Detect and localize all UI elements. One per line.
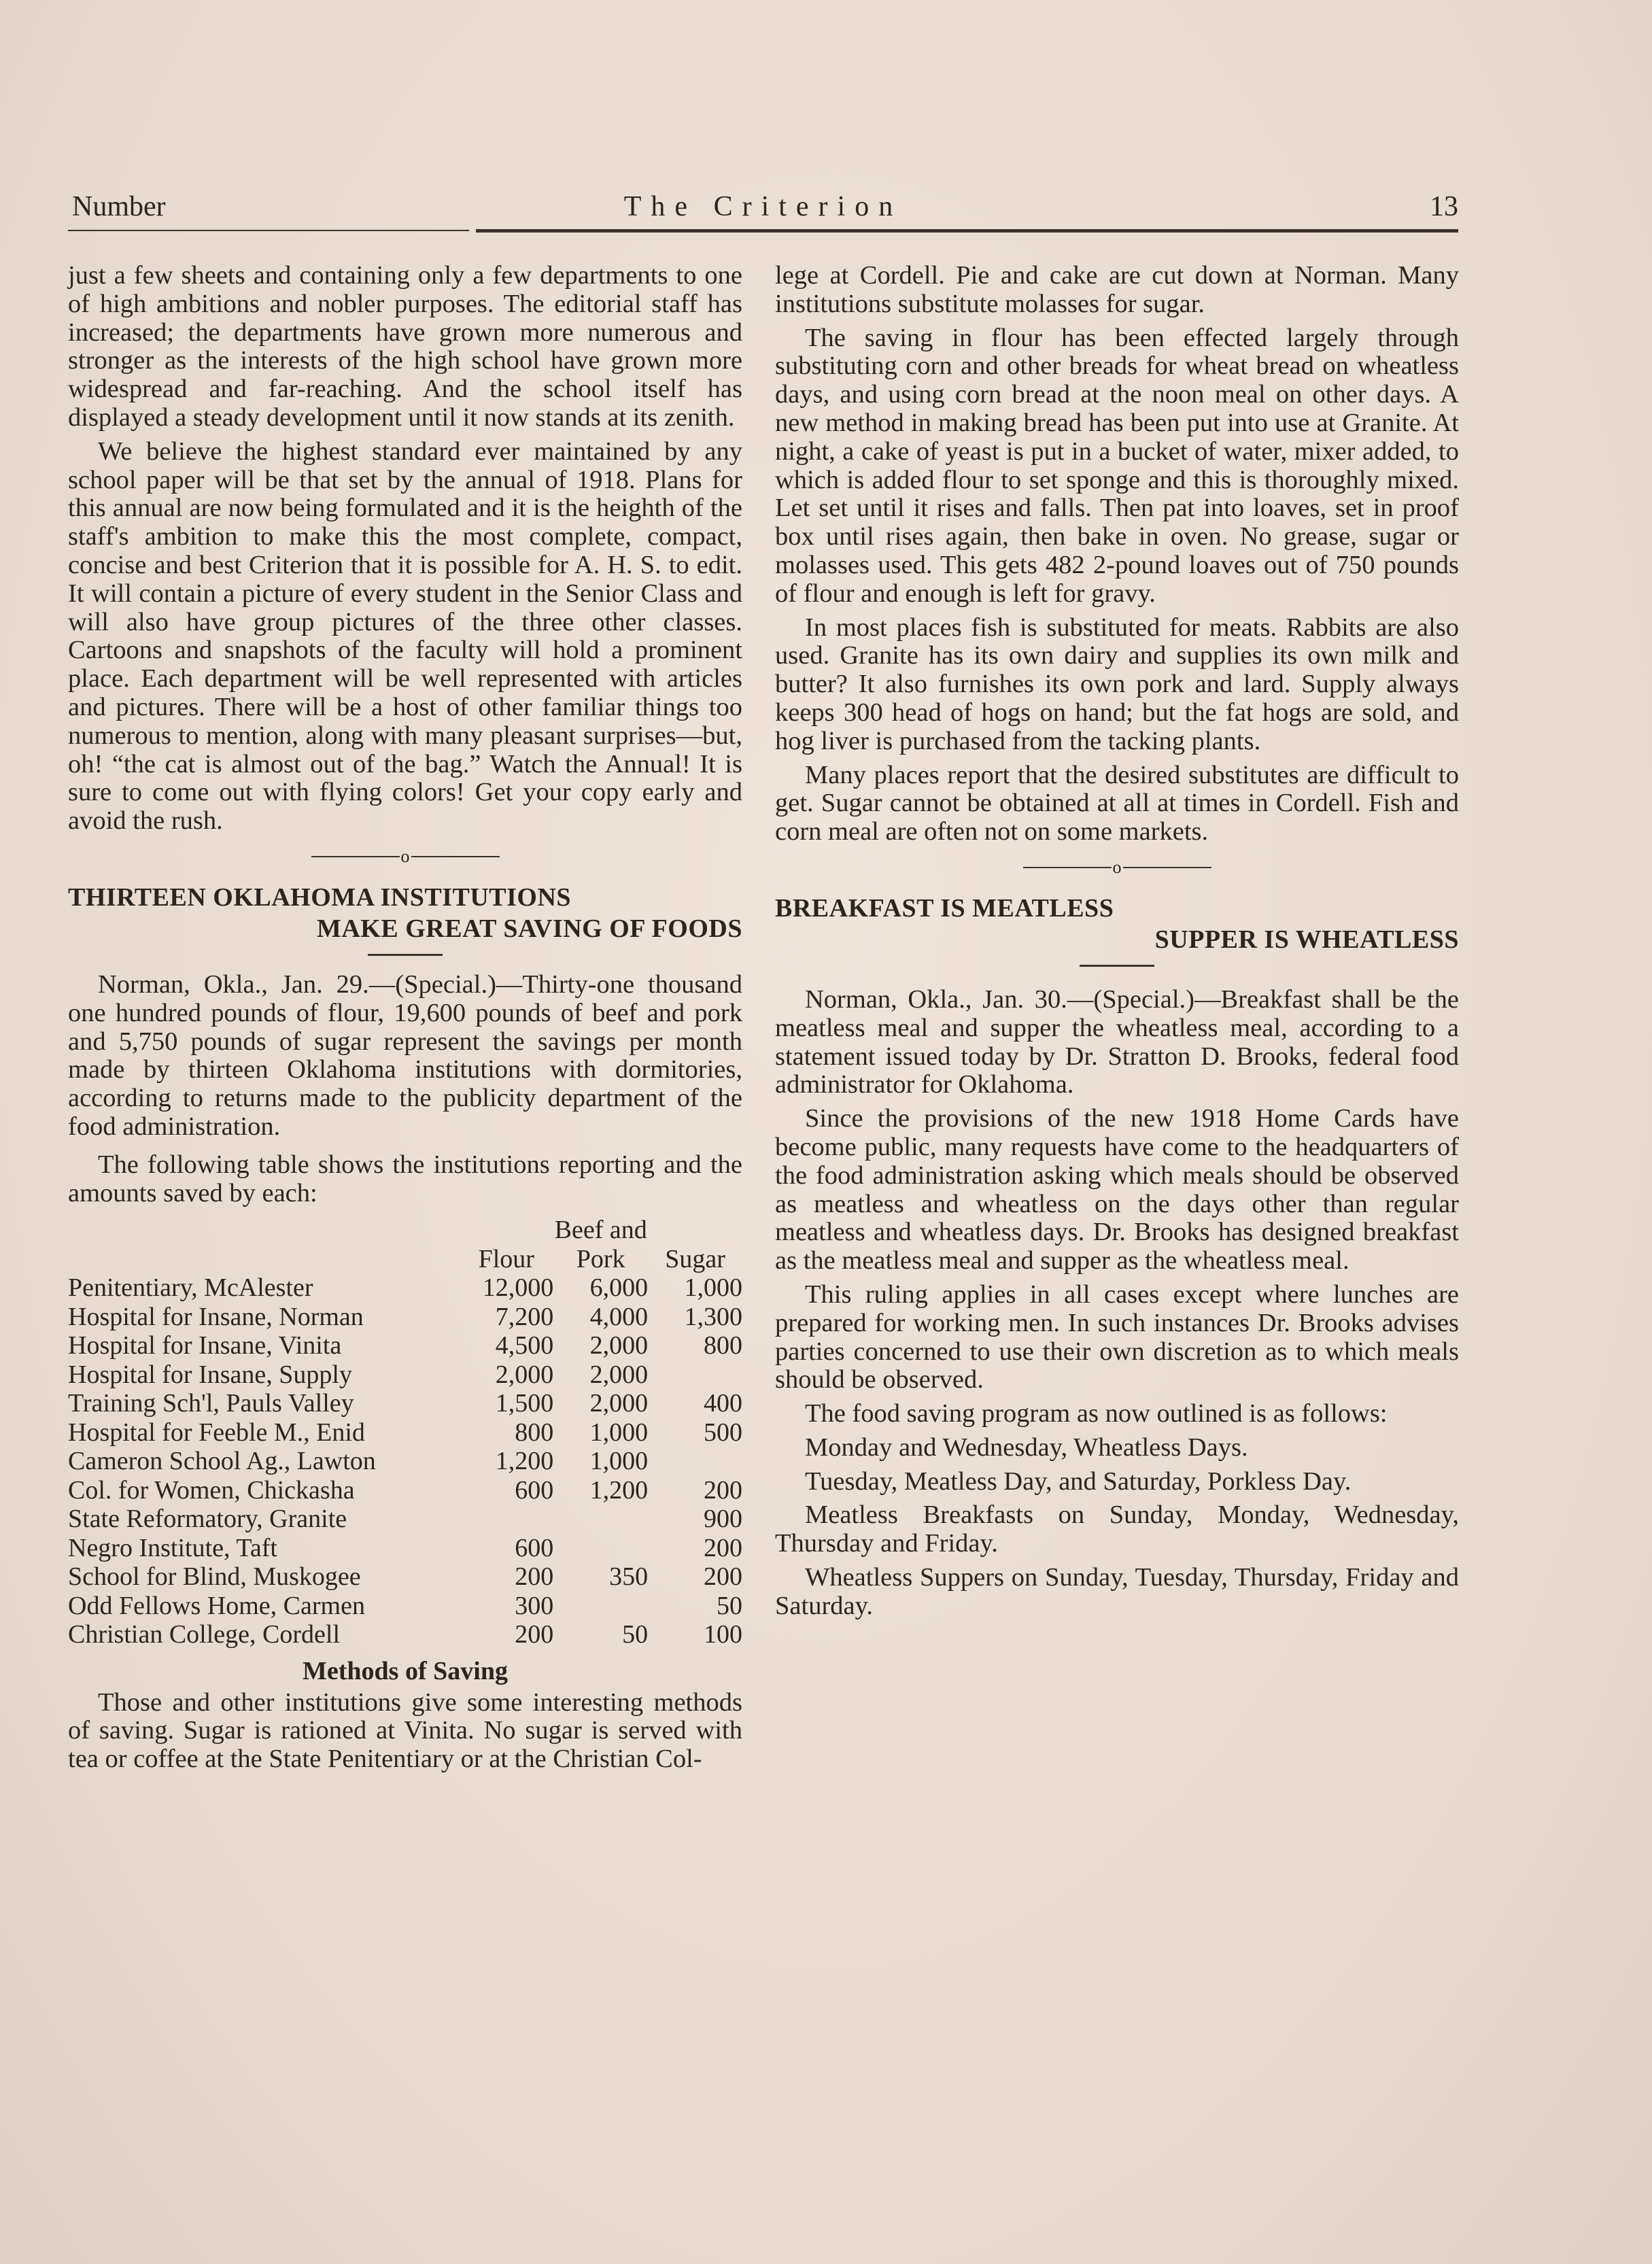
table-row <box>68 1620 742 1649</box>
separator-ornament: o <box>1112 857 1122 877</box>
paragraph: The saving in flour has been effected largely through substituting corn and other breads for wheat bread on wheatless days, and using corn bread at the noon meal on other days. A new method in making bread has been put into use at Granite. At night, a cake of yeast is put in a bucket of water, mixer added, to which is added flour to set sponge and this is thoroughly mixed. Let set until it rises and falls. Then pat into loaves, set in proof box until rises again, then bake in oven. No grease, sugar or molasses used. This gets 482 2-pound loaves out of 750 pounds of flour and enough is left for gravy. <box>775 323 1459 608</box>
paragraph: We believe the highest standard ever maintained by any school paper will be that set by the annual of 1918. Plans for this annual are now being formulated and it is the heighth of the staff's ambition to make this the most complete, compact, concise and best Criterion that it is possible for A. H. S. to edit. It will contain a picture of every student in the Senior Class and will also have group pictures of the three other classes. Cartoons and snapshots of the faculty will hold a prominent place. Each department will be well represented with articles and pictures. There will be a host of other familiar things too numerous to mention, along with many pleasant surprises—but, oh! “the cat is almost out of the bag.” Watch the Annual! It is sure to come out with flying colors! Get your copy early and avoid the rush. <box>68 436 742 836</box>
food-savings-table <box>68 1216 742 1649</box>
institution-cell: Hospital for Insane, Norman <box>68 1302 364 1331</box>
page-number: 13 <box>1430 191 1458 222</box>
pork-cell <box>553 1592 648 1621</box>
table-body <box>68 1273 742 1649</box>
flour-cell <box>459 1505 553 1534</box>
institution-cell: Cameron School Ag., Lawton <box>68 1447 376 1476</box>
pork-cell <box>553 1534 648 1563</box>
institution-cell: Training Sch'l, Pauls Valley <box>68 1389 354 1418</box>
sugar-cell: 200 <box>704 1475 742 1505</box>
table-row <box>68 1303 742 1332</box>
pork-cell: 1,000 <box>589 1418 649 1447</box>
pork-cell <box>553 1505 648 1534</box>
table-row <box>68 1505 742 1534</box>
flour-cell: 1,200 <box>495 1447 554 1476</box>
table-row <box>68 1476 742 1505</box>
sugar-cell: 1,300 <box>684 1302 742 1331</box>
publication-title: The Criterion <box>623 191 903 222</box>
header-rule-right <box>476 229 1458 233</box>
headline-rule <box>1080 965 1154 967</box>
paragraph: Norman, Okla., Jan. 29.—(Special.)—Thirty-one thousand one hundred pounds of flour, 19,600 pounds of beef and pork and 5,750 pounds of sugar represent the savings per month made by thirteen Oklahoma institutions with dormitories, according to returns made to the publicity department of the food administration. <box>68 970 742 1141</box>
sugar-cell <box>648 1360 742 1390</box>
pork-cell: 350 <box>609 1562 649 1592</box>
subheading-methods: Methods of Saving <box>303 1656 508 1685</box>
flour-cell: 600 <box>515 1533 554 1562</box>
sugar-cell: 100 <box>704 1620 742 1649</box>
paragraph: In most places fish is substituted for meats. Rabbits are also used. Granite has its own dairy and supplies its own milk and butter? It also furnishes its own pork and lard. Supply always keeps 300 head of hogs on hand; but the fat hogs are sold, and hog liver is purchased from the tacking plants. <box>775 613 1459 755</box>
article-headline-line2: MAKE GREAT SAVING OF FOODS <box>316 914 742 943</box>
table-row <box>68 1562 742 1592</box>
table-row <box>68 1389 742 1418</box>
table-row <box>68 1534 742 1563</box>
separator-line <box>411 856 500 857</box>
sugar-cell: 200 <box>704 1533 742 1562</box>
flour-cell: 7,200 <box>495 1302 554 1331</box>
table-header-flour: Flour <box>478 1244 534 1273</box>
paragraph: Since the provisions of the new 1918 Home Cards have become public, many requests have come to the headquarters of the food administration asking which meals should be observed as meatless and wheatless on the days other than regular meatless and wheatless days. Dr. Brooks has designed breakfast as the meatless meal and supper as the wheatless meal. <box>775 1104 1459 1275</box>
flour-cell: 200 <box>515 1562 554 1592</box>
flour-cell: 300 <box>515 1591 554 1620</box>
paragraph: Those and other institutions give some interesting methods of saving. Sugar is rationed at Vinita. No sugar is served with tea or coffee at the State Penitentiary or at the Christian Col- <box>68 1687 742 1774</box>
institution-cell: Hospital for Insane, Supply <box>68 1360 352 1389</box>
paragraph: just a few sheets and containing only a few departments to one of high ambitions and nobler purposes. The editorial staff has increased; the departments have grown more numerous and stronger as the interests of the high school have grown more widespread and far-reaching. And the school itself has displayed a steady development until it now stands at its zenith. <box>68 261 742 432</box>
table-row <box>68 1273 742 1303</box>
institution-cell: Negro Institute, Taft <box>68 1533 277 1562</box>
institution-cell: Col. for Women, Chickasha <box>68 1475 355 1505</box>
right-column <box>775 262 1459 1626</box>
flour-cell: 800 <box>515 1418 554 1447</box>
paragraph: Many places report that the desired substitutes are difficult to get. Sugar cannot be obtained at all at times in Cordell. Fish and corn meal are often not on some markets. <box>775 760 1459 846</box>
flour-cell: 200 <box>515 1620 554 1649</box>
separator-ornament: o <box>400 846 410 866</box>
sugar-cell: 1,000 <box>684 1273 742 1303</box>
table-header-pork: Pork <box>576 1244 625 1273</box>
pork-cell: 1,200 <box>589 1475 649 1505</box>
left-column <box>68 262 742 1779</box>
sugar-cell: 400 <box>704 1389 742 1418</box>
article-headline-line2: SUPPER IS WHEATLESS <box>1154 925 1459 954</box>
paragraph: Norman, Okla., Jan. 30.—(Special.)—Breakfast shall be the meatless meal and supper the wheatless meal, according to a statement issued today by Dr. Stratton D. Brooks, federal food administrator for Oklahoma. <box>775 984 1459 1099</box>
table-header-sugar: Sugar <box>665 1244 725 1273</box>
sugar-cell <box>648 1447 742 1476</box>
sugar-cell: 500 <box>704 1418 742 1447</box>
table-row <box>68 1331 742 1360</box>
sugar-cell: 900 <box>704 1505 742 1534</box>
institution-cell: Christian College, Cordell <box>68 1620 341 1649</box>
pork-cell: 2,000 <box>589 1331 649 1360</box>
running-head <box>68 190 1458 228</box>
flour-cell: 4,500 <box>495 1331 554 1360</box>
pork-cell: 1,000 <box>589 1447 649 1476</box>
flour-cell: 600 <box>515 1475 554 1505</box>
table-row <box>68 1418 742 1447</box>
paragraph: Wheatless Suppers on Sunday, Tuesday, Thursday, Friday and Saturday. <box>775 1563 1459 1620</box>
sugar-cell: 200 <box>704 1562 742 1592</box>
table-row <box>68 1447 742 1476</box>
pork-cell: 2,000 <box>589 1360 649 1389</box>
sugar-cell: 50 <box>717 1591 742 1620</box>
institution-cell: State Reformatory, Granite <box>68 1505 347 1534</box>
headline-rule <box>368 954 443 956</box>
table-row <box>68 1360 742 1390</box>
running-head-left: Number <box>72 191 166 222</box>
institution-cell: Penitentiary, McAlester <box>68 1273 313 1303</box>
institution-cell: School for Blind, Muskogee <box>68 1562 361 1592</box>
header-rule-left <box>68 230 469 231</box>
paragraph: Monday and Wednesday, Wheatless Days. <box>805 1433 1248 1462</box>
pork-cell: 4,000 <box>589 1302 649 1331</box>
table-header-row-top <box>68 1216 742 1245</box>
institution-cell: Hospital for Feeble M., Enid <box>68 1418 365 1447</box>
sugar-cell: 800 <box>704 1331 742 1360</box>
paragraph: lege at Cordell. Pie and cake are cut down at Norman. Many institutions substitute molasses for sugar. <box>775 261 1459 318</box>
separator-line <box>1123 867 1211 868</box>
flour-cell: 1,500 <box>495 1389 554 1418</box>
institution-cell: Odd Fellows Home, Carmen <box>68 1591 365 1620</box>
separator-line <box>311 856 400 857</box>
institution-cell: Hospital for Insane, Vinita <box>68 1331 342 1360</box>
paragraph: The food saving program as now outlined is as follows: <box>805 1399 1388 1428</box>
pork-cell: 2,000 <box>589 1389 649 1418</box>
flour-cell: 2,000 <box>495 1360 554 1389</box>
paragraph: This ruling applies in all cases except where lunches are prepared for working men. In such instances Dr. Brooks advises parties concerned to use their own discretion as to which meals should be observed. <box>775 1280 1459 1394</box>
table-header-beef-and: Beef and <box>554 1216 647 1245</box>
paragraph: Meatless Breakfasts on Sunday, Monday, Wednesday, Thursday and Friday. <box>775 1500 1459 1558</box>
pork-cell: 6,000 <box>589 1273 649 1303</box>
section-separator <box>775 852 1459 875</box>
flour-cell: 12,000 <box>482 1273 554 1303</box>
paragraph: The following table shows the institutions reporting and the amounts saved by each: <box>68 1150 742 1207</box>
section-separator <box>68 841 742 864</box>
table-row <box>68 1592 742 1621</box>
pork-cell: 50 <box>622 1620 649 1649</box>
paragraph: Tuesday, Meatless Day, and Saturday, Porkless Day. <box>805 1467 1352 1496</box>
article-headline-line1: BREAKFAST IS MEATLESS <box>775 893 1114 923</box>
table-header-row <box>68 1245 742 1274</box>
separator-line <box>1023 867 1112 868</box>
article-headline-line1: THIRTEEN OKLAHOMA INSTITUTIONS <box>68 882 572 912</box>
